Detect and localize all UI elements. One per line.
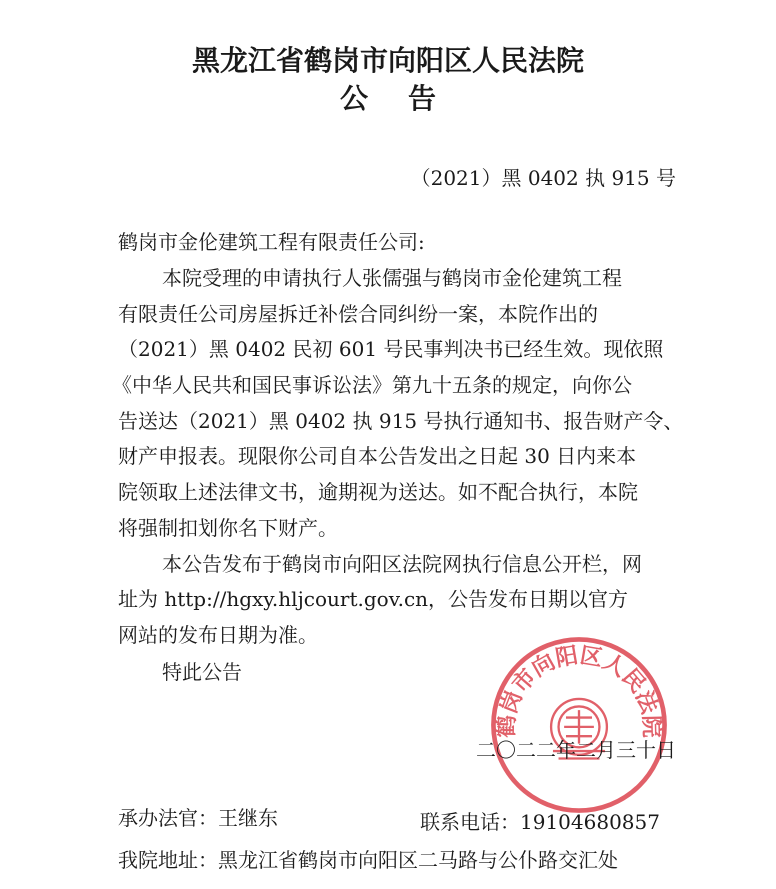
footer-judge: [118, 806, 278, 830]
para2-line: 址为 http://hgxy.hljcourt.gov.cn，公告发布日期以官方: [118, 587, 629, 611]
para1-line: 本院受理的申请执行人张儒强与鹤岗市金伦建筑工程: [162, 266, 622, 290]
para1-line: 告送达（2021）黑 0402 执 915 号执行通知书、报告财产令、: [118, 409, 684, 433]
case-number: （2021）黑 0402 执 915 号: [410, 166, 676, 190]
para2-line: 本公告发布于鹤岗市向阳区法院网执行信息公开栏，网: [162, 552, 642, 576]
para1-line: 院领取上述法律文书，逾期视为送达。如不配合执行，本院: [118, 480, 638, 504]
doc-type-title: 公告: [339, 82, 476, 115]
address-label: 我院地址：: [118, 848, 218, 872]
para1-line: 有限责任公司房屋拆迁补偿合同纠纷一案，本院作出的: [118, 302, 598, 326]
para1-line: 将强制扣划你名下财产。: [118, 516, 338, 540]
addressee: 鹤岗市金伦建筑工程有限责任公司:: [118, 230, 425, 254]
court-title: 黑龙江省鹤岗市向阳区人民法院: [191, 44, 584, 77]
svg-text:鹤岗市向阳区人民法院: 鹤岗市向阳区人民法院: [493, 642, 665, 738]
address-value: 黑龙江省鹤岗市向阳区二马路与公仆路交汇处: [218, 848, 618, 872]
judge-label: 承办法官：: [118, 806, 218, 830]
court-seal: [486, 632, 672, 818]
phone-number: 19104680857: [520, 810, 660, 834]
footer-address: [118, 848, 618, 872]
date: 二〇二二年二月三十日: [476, 738, 676, 762]
judge-name: 王继东: [218, 806, 278, 830]
para1-line: （2021）黑 0402 民初 601 号民事判决书已经生效。现依照: [118, 337, 664, 361]
para1-line: 《中华人民共和国民事诉讼法》第九十五条的规定，向你公: [112, 373, 632, 397]
closing: 特此公告: [162, 660, 242, 684]
footer-phone: [420, 810, 660, 834]
phone-label: 联系电话：: [420, 810, 520, 834]
para1-line: 财产申报表。现限你公司自本公告发出之日起 30 日内来本: [118, 444, 637, 468]
para2-line: 网站的发布日期为准。: [118, 623, 318, 647]
